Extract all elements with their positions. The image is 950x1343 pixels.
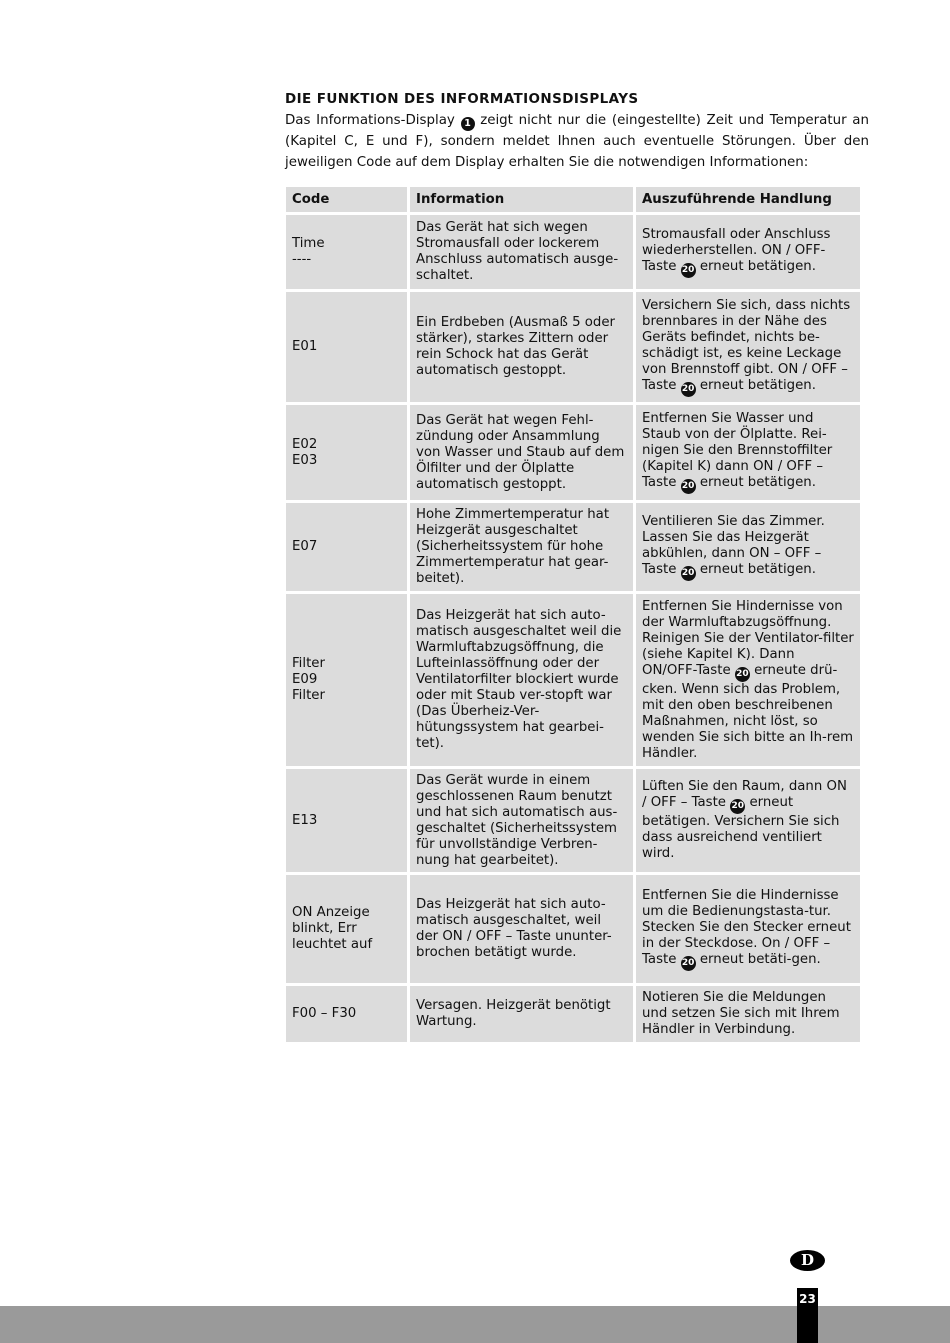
table-row [286,292,860,402]
info-cell: Das Gerät hat sich wegen Stromausfall oder lockerem Anschluss automatisch ausge-schaltet. [410,215,633,289]
onoff-key-icon: 20 [681,382,696,397]
action-text: Entfernen Sie Wasser und Staub von der Ölplatte. Rei-nigen Sie den Brennstoffilter (Kapitel K) dann ON / OFF – Taste [642,411,833,490]
action-cell [636,503,860,591]
code-cell: Filter E09 Filter [286,594,407,766]
action-cell [636,769,860,872]
table-row [286,503,860,591]
header-information: Information [410,187,633,212]
onoff-key-icon: 20 [681,956,696,971]
action-cell [636,292,860,402]
action-text-end: erneut betätigen. [699,377,816,393]
action-cell [636,215,860,289]
action-text: Ventilieren Sie das Zimmer. Lassen Sie das Heizgerät abkühlen, dann ON – OFF – Taste [642,513,825,577]
action-cell [636,405,860,500]
onoff-key-icon: 20 [730,799,745,814]
table-row [286,215,860,289]
table-row [286,986,860,1042]
table-row [286,875,860,983]
code-cell: E01 [286,292,407,402]
onoff-key-icon: 20 [681,263,696,278]
code-cell: E13 [286,769,407,872]
page-number: 23 [797,1288,818,1343]
error-code-table [283,184,863,1045]
info-cell: Ein Erdbeben (Ausmaß 5 oder stärker), starkes Zittern oder rein Schock hat das Gerät automatisch gestoppt. [410,292,633,402]
code-cell: E07 [286,503,407,591]
onoff-key-icon: 20 [681,566,696,581]
action-text-end: erneute drü-cken. Wenn sich das Problem, mit den oben beschreibenen Maßnahmen, nicht löst, so wenden Sie sich bitte an Ih-rem Händler. [642,662,854,761]
action-text: Lüften Sie den Raum, dann ON / OFF – Taste [642,779,847,810]
table-row [286,405,860,500]
language-badge: D [790,1250,825,1271]
header-action: Auszuführende Handlung [636,187,860,212]
header-code: Code [286,187,407,212]
action-cell [636,594,860,766]
action-text-end: erneut betäti-gen. [699,951,821,967]
action-text: Entfernen Sie die Hindernisse um die Bedienungstasta-tur. Stecken Sie den Stecker erneut in der Steckdose. On / OFF – Taste [642,887,851,967]
intro-paragraph [285,110,869,173]
info-cell: Das Heizgerät hat sich auto-matisch ausgeschaltet, weil der ON / OFF – Taste ununter-brochen betätigt wurde. [410,875,633,983]
action-text-end: erneut betätigen. [699,561,816,577]
table-header-row [286,187,860,212]
intro-part1: Das Informations-Display [285,113,455,128]
info-cell: Versagen. Heizgerät benötigt Wartung. [410,986,633,1042]
onoff-key-icon: 20 [735,667,750,682]
action-text: Entfernen Sie Hindernisse von der Warmluftabzugsöffnung. Reinigen Sie der Ventilator-filter (siehe Kapitel K). Dann ON/OFF-Taste [642,598,854,678]
code-cell: ON Anzeige blinkt, Err leuchtet auf [286,875,407,983]
table-row [286,769,860,872]
info-cell: Hohe Zimmertemperatur hat Heizgerät ausgeschaltet (Sicherheitssystem für hohe Zimmertemperatur hat gear-beitet). [410,503,633,591]
info-cell: Das Gerät hat wegen Fehl-zündung oder Ansammlung von Wasser und Staub auf dem Ölfilter und der Ölplatte automatisch gestoppt. [410,405,633,500]
action-cell [636,875,860,983]
section-heading: DIE FUNKTION DES INFORMATIONSDISPLAYS [285,91,639,107]
action-text: Versichern Sie sich, dass nichts brennbares in der Nähe des Geräts befindet, nichts be-schädigt ist, es keine Leckage von Brennstoff gibt. ON / OFF – Taste [642,297,851,393]
table-row [286,594,860,766]
action-text: Stromausfall oder Anschluss wiederherstellen. ON / OFF-Taste [642,226,831,274]
action-text-end: erneut betätigen. [699,258,816,274]
code-cell: F00 – F30 [286,986,407,1042]
action-text: Notieren Sie die Meldungen und setzen Sie sich mit Ihrem Händler in Verbindung. [642,990,840,1037]
code-cell: E02 E03 [286,405,407,500]
info-cell: Das Heizgerät hat sich auto-matisch ausgeschaltet weil die Warmluftabzugsöffnung, die Lufteinlassöffnung oder der Ventilatorfilter blockiert wurde oder mit Staub ver-stopft war (Das Überheiz-Ver-hütungssystem hat gearbei-tet). [410,594,633,766]
action-text-end: erneut betätigen. Versichern Sie sich dass ausreichend ventiliert wird. [642,795,840,861]
info-cell: Das Gerät wurde in einem geschlossenen Raum benutzt und hat sich automatisch aus-geschaltet (Sicherheitssystem für unvollständige Verbren-nung hat gearbeitet). [410,769,633,872]
action-cell [636,986,860,1042]
code-cell: Time ---- [286,215,407,289]
intro-part2: zeigt nicht nur die (eingestellte) Zeit und Temperatur an (Kapitel C, E und F), sondern meldet Ihnen auch eventuelle Störungen. Über den jeweiligen Code auf dem Display erhalten Sie die notwendigen Informationen: [285,113,869,170]
action-text-end: erneut betätigen. [699,475,816,490]
display-marker-icon: 1 [461,117,475,131]
onoff-key-icon: 20 [681,479,696,494]
